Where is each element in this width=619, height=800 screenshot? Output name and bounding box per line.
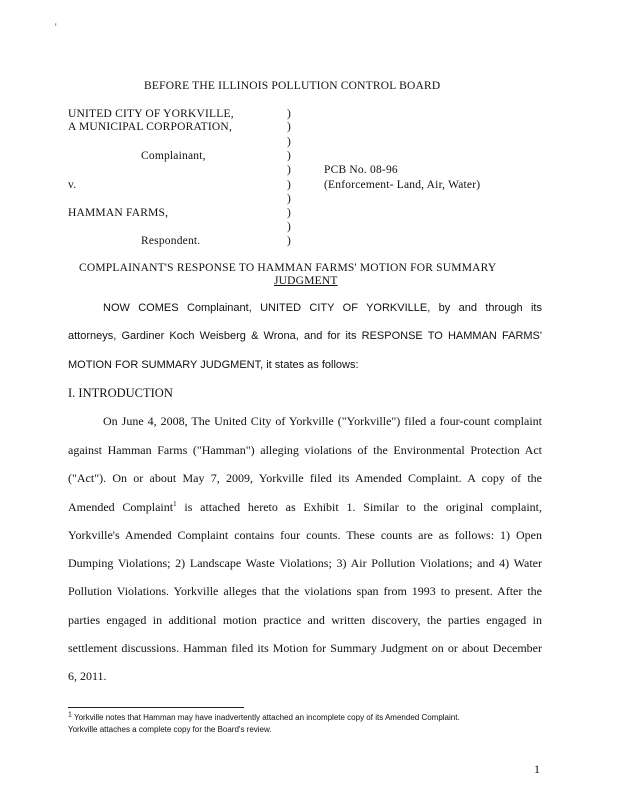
body-line: settlement discussions. Hamman filed its Motion for Summary Judgment on or about December [68,641,542,655]
court-heading: BEFORE THE ILLINOIS POLLUTION CONTROL BOARD [144,80,441,92]
page-number: 1 [534,762,540,776]
footnote-ref: 1 [173,500,177,508]
caption-paren: ) [287,121,291,133]
plaintiff-name: UNITED CITY OF YORKVILLE, [68,108,234,120]
defendant-role: Respondent. [141,235,201,247]
caption-paren: ) [287,235,291,247]
case-number: PCB No. 08-96 [324,164,398,176]
case-type: (Enforcement- Land, Air, Water) [324,179,481,191]
body-text: is attached hereto as Exhibit 1. Similar to the original complaint, [176,500,542,514]
body-line: Dumping Violations; 2) Landscape Waste Violations; 3) Air Pollution Violations; and 4) Water [68,556,542,570]
caption-paren: ) [287,221,291,233]
caption-paren: ) [287,150,291,162]
caption-paren: ) [287,164,291,176]
footnote-line: Yorkville attaches a complete copy for the Board's review. [68,725,272,734]
plaintiff-role: Complainant, [141,150,206,162]
caption-paren: ) [287,108,291,120]
caption-paren: ) [287,207,291,219]
stray-mark: ' [55,22,57,32]
caption-paren: ) [287,179,291,191]
footnote-divider [68,707,244,708]
body-text: Amended Complaint [68,500,174,514]
body-line: 6, 2011. [68,669,107,683]
body-line: against Hamman Farms ("Hamman") alleging violations of the Environmental Protection Act [68,443,542,457]
document-title: COMPLAINANT'S RESPONSE TO HAMMAN FARMS' MOTION FOR SUMMARY [79,262,497,274]
section-heading: I. INTRODUCTION [68,386,173,400]
defendant-name: HAMMAN FARMS, [68,207,169,219]
intro-line: attorneys, Gardiner Koch Weisberg & Wrona, and for its RESPONSE TO HAMMAN FARMS' [68,330,542,342]
body-line: ("Act"). On or about May 7, 2009, Yorkville filed its Amended Complaint. A copy of the [68,471,542,485]
body-line [68,500,542,514]
body-line: On June 4, 2008, The United City of Yorkville ("Yorkville") filed a four-count complaint [103,414,542,428]
body-line: Yorkville's Amended Complaint contains four counts. These counts are as follows: 1) Open [68,528,542,542]
caption-paren: ) [287,136,291,148]
body-line: parties engaged in additional motion practice and written discovery, the parties engaged in [68,613,542,627]
versus: v. [68,179,77,191]
body-line: Pollution Violations. Yorkville alleges that the violations span from 1993 to present. After the [68,584,542,598]
footnote-marker: 1 [68,711,72,719]
document-title-continued: JUDGMENT [274,275,338,287]
intro-line: MOTION FOR SUMMARY JUDGMENT, it states as follows: [68,359,359,371]
intro-line: NOW COMES Complainant, UNITED CITY OF YORKVILLE, by and through its [103,302,542,314]
footnote-line [68,713,460,722]
footnote-text: Yorkville notes that Hamman may have inadvertently attached an incomplete copy of its Amended Complaint. [73,713,460,722]
caption-paren: ) [287,193,291,205]
plaintiff-type: A MUNICIPAL CORPORATION, [68,121,233,133]
